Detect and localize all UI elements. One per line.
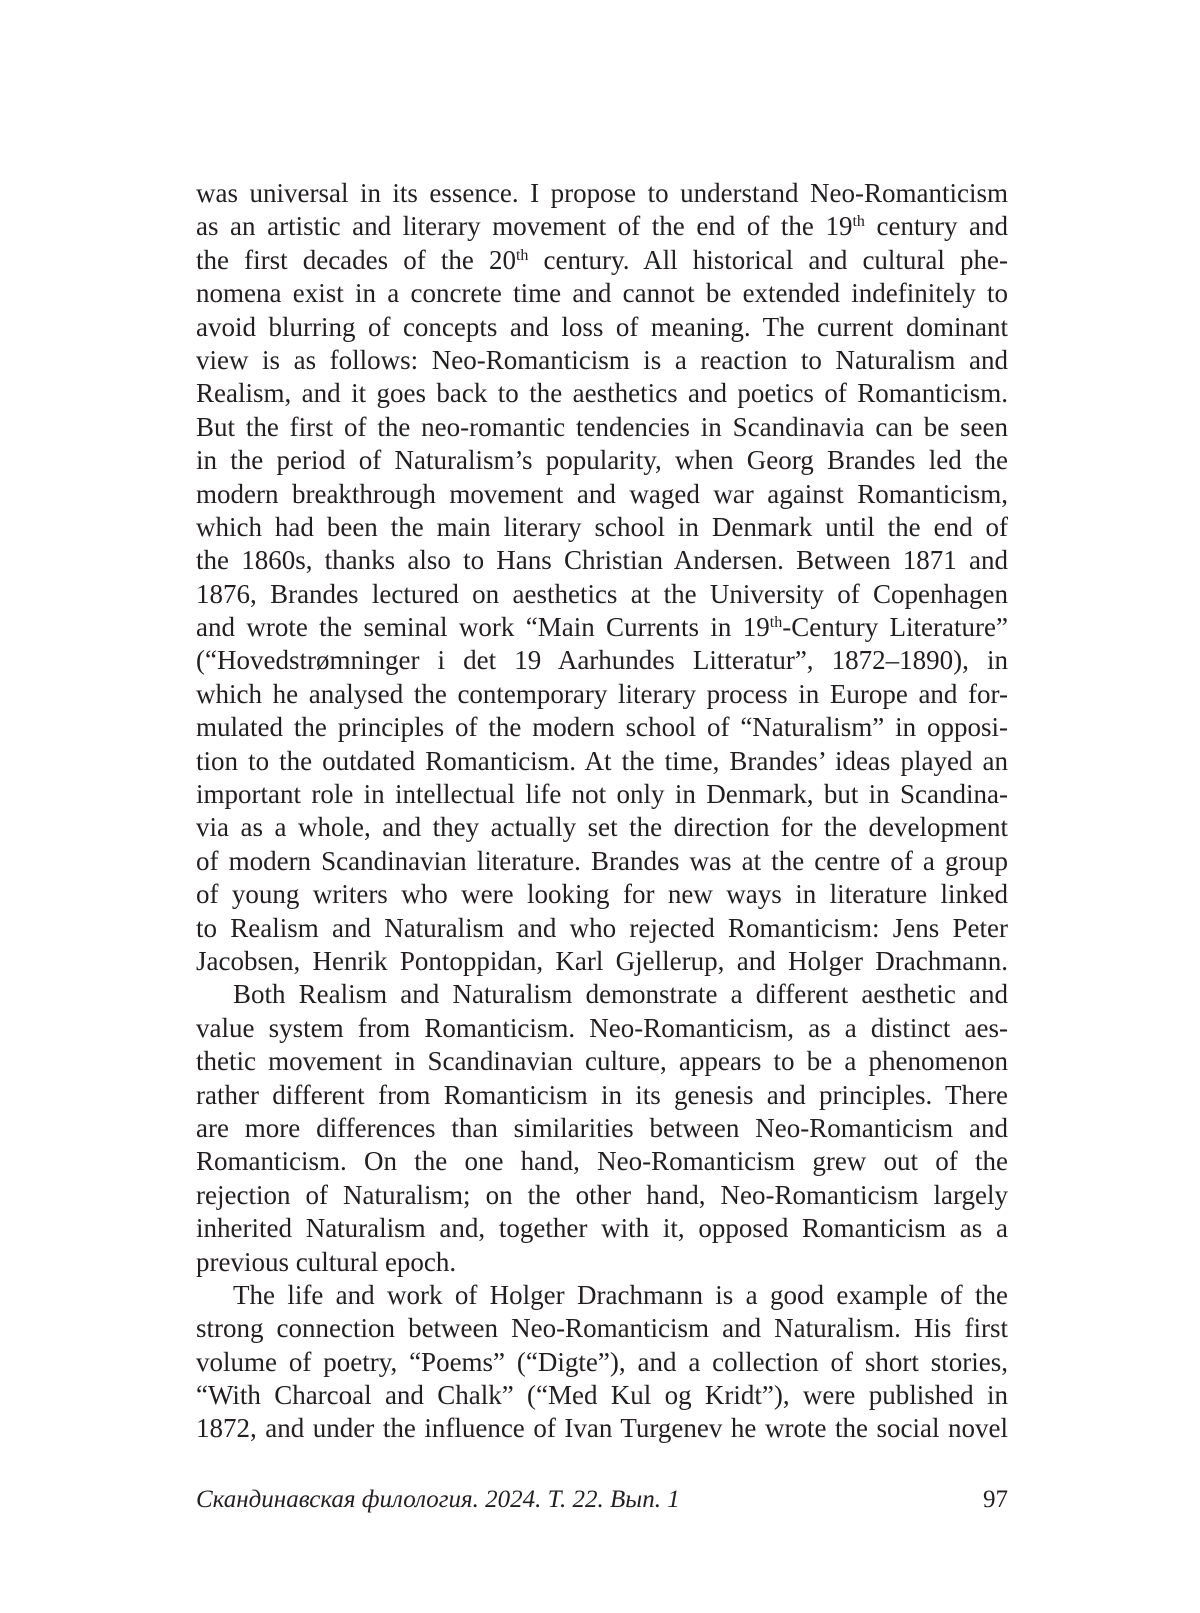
text-segment: inherited Naturalism and, together with it, opposed Romanticism as a [196,1213,1008,1244]
text-segment: was universal in its essence. I propose to understand Neo-Romanticism [196,178,1008,208]
superscript: th [769,614,783,632]
text-line [196,277,1008,310]
text-segment: avoid blurring of concepts and loss of meaning. The current dominant [196,311,1008,342]
text-line [196,311,1008,344]
text-line [196,411,1008,444]
text-line [196,1212,1008,1245]
text-segment: But the first of the neo-romantic tendencies in Scandinavia can be seen [196,411,1008,442]
superscript: th [515,246,529,264]
body-text [196,177,1008,1446]
text-line [196,1079,1008,1112]
text-segment: Realism, and it goes back to the aesthetics and poetics of Romanticism. [196,378,1008,409]
text-line [196,945,1008,978]
text-line [196,912,1008,945]
text-line [196,344,1008,377]
text-line [196,978,1008,1011]
text-line [196,644,1008,677]
text-segment: century and [864,211,1008,242]
text-segment: “With Charcoal and Chalk” (“Med Kul og Kridt”), were published in [196,1380,1008,1411]
text-line [196,210,1008,243]
text-line [196,1346,1008,1379]
text-line [196,745,1008,778]
text-segment: Romanticism. On the one hand, Neo-Romanticism grew out of the [196,1146,1008,1177]
text-line [196,1112,1008,1145]
text-line [196,444,1008,477]
text-line [196,1312,1008,1345]
text-line [196,511,1008,544]
text-segment: Both Realism and Naturalism demonstrate a different aesthetic and [233,979,1008,1010]
text-segment: the 1860s, thanks also to Hans Christian Andersen. Between 1871 and [196,545,1008,576]
text-segment: 1876, Brandes lectured on aesthetics at the University of Copenhagen [196,578,1008,609]
text-segment: in the period of Naturalism’s popularity, when Georg Brandes led the [196,445,1008,476]
text-segment: mulated the principles of the modern school of “Naturalism” in opposi- [196,712,1008,743]
text-segment: Jacobsen, Henrik Pontoppidan, Karl Gjellerup, and Holger Drachmann. [196,945,1008,976]
text-line [196,1179,1008,1212]
page-number: 97 [983,1486,1008,1513]
text-line [196,177,1008,210]
text-segment: volume of poetry, “Poems” (“Digte”), and a collection of short stories, [196,1346,1008,1377]
text-line [196,1279,1008,1312]
text-line [196,878,1008,911]
running-footer-journal: Скандинавская филология. 2024. Т. 22. Вып. 1 [196,1486,680,1513]
text-line [196,811,1008,844]
text-segment: -Century Literature” [782,612,1008,643]
text-line [196,611,1008,644]
text-segment: tion to the outdated Romanticism. At the time, Brandes’ ideas played an [196,745,1008,776]
text-line [196,478,1008,511]
text-line [196,1012,1008,1045]
text-segment: of modern Scandinavian literature. Brandes was at the centre of a group [196,845,1008,876]
text-segment: which had been the main literary school in Denmark until the end of [196,511,1008,542]
text-segment: of young writers who were looking for new ways in literature linked [196,879,1008,910]
text-segment: The life and work of Holger Drachmann is a good example of the [233,1279,1008,1310]
text-segment: 1872, and under the influence of Ivan Turgenev he wrote the social novel [196,1413,1008,1444]
text-segment: which he analysed the contemporary literary process in Europe and for- [196,678,1008,709]
text-segment: view is as follows: Neo-Romanticism is a reaction to Naturalism and [196,344,1008,375]
text-segment: and wrote the seminal work “Main Currents in 19 [196,612,770,643]
text-line [196,845,1008,878]
text-segment: via as a whole, and they actually set the direction for the development [196,812,1008,843]
text-segment: the first decades of the 20 [196,244,516,275]
text-line [196,578,1008,611]
text-line [196,1246,1008,1279]
text-line [196,1379,1008,1412]
text-segment: important role in intellectual life not only in Denmark, but in Scandina- [196,779,1008,810]
text-segment: value system from Romanticism. Neo-Romanticism, as a distinct aes- [196,1012,1008,1043]
text-segment: nomena exist in a concrete time and cannot be extended indefinitely to [196,278,1008,309]
text-segment: thetic movement in Scandinavian culture, appears to be a phenomenon [196,1046,1008,1077]
text-segment: (“Hovedstrømninger i det 19 Aarhundes Litteratur”, 1872–1890), in [196,645,1008,676]
text-segment: as an artistic and literary movement of the end of the 19 [196,211,853,242]
text-segment: modern breakthrough movement and waged war against Romanticism, [196,478,1008,509]
text-line [196,678,1008,711]
text-segment: previous cultural epoch. [196,1246,457,1277]
text-segment: strong connection between Neo-Romanticism and Naturalism. His first [196,1313,1008,1344]
text-line [196,1145,1008,1178]
text-line [196,244,1008,277]
text-segment: are more differences than similarities between Neo-Romanticism and [196,1112,1008,1143]
superscript: th [852,213,865,231]
text-segment: century. All historical and cultural phe- [528,244,1008,275]
page-footer [196,1486,1008,1514]
text-line [196,1045,1008,1078]
text-line [196,377,1008,410]
text-line [196,778,1008,811]
text-line [196,711,1008,744]
text-segment: to Realism and Naturalism and who rejected Romanticism: Jens Peter [196,912,1008,943]
text-segment: rejection of Naturalism; on the other hand, Neo-Romanticism largely [196,1179,1008,1210]
text-line [196,1412,1008,1445]
text-segment: rather different from Romanticism in its genesis and principles. There [196,1079,1008,1110]
text-line [196,544,1008,577]
